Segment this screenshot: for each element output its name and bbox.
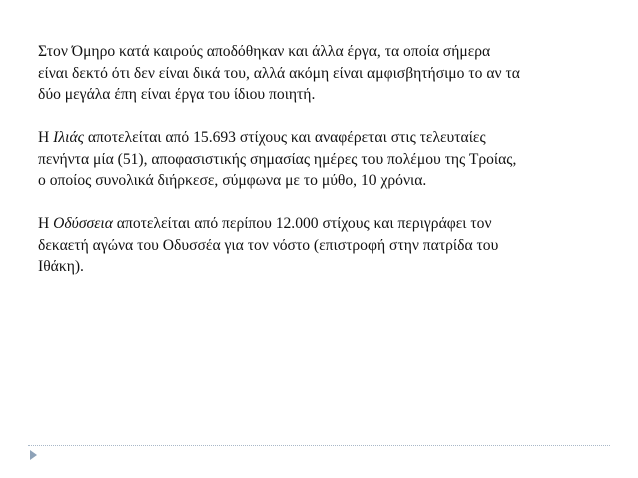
paragraph-iliad	[38, 127, 608, 192]
title-odyssey: Οδύσσεια	[53, 215, 113, 232]
text-line: δύο μεγάλα έπη είναι έργα του ίδιου ποιητή.	[38, 86, 316, 103]
text-line: Στον Όμηρο κατά καιρούς αποδόθηκαν και άλλα έργα, τα οποία σήμερα	[38, 43, 491, 60]
text-line	[38, 127, 608, 149]
paragraph-odyssey	[38, 213, 608, 278]
text-fragment: αποτελείται από περίπου 12.000 στίχους και περιγράφει τον	[112, 215, 492, 232]
text-line: πενήντα μία (51), αποφασιστικής σημασίας ημέρες του πολέμου της Τροίας,	[38, 150, 517, 168]
text-fragment: αποτελείται από 15.693 στίχους και αναφέρεται στις τελευταίες	[83, 129, 486, 146]
slide-body	[38, 41, 608, 299]
paragraph-homer-works	[38, 41, 608, 106]
text-line: είναι δεκτό ότι δεν είναι δικά του, αλλά ακόμη είναι αμφισβητήσιμο το αν τα	[38, 64, 520, 82]
triangle-right-icon	[30, 450, 37, 460]
text-line	[38, 213, 608, 235]
title-iliad: Ιλιάς	[53, 129, 84, 146]
footer-divider	[28, 445, 610, 446]
article-prefix: Η	[38, 129, 54, 146]
text-line: ο οποίος συνολικά διήρκεσε, σύμφωνα με το μύθο, 10 χρόνια.	[38, 172, 427, 189]
text-line: Ιθάκη).	[38, 258, 84, 275]
text-line: δεκαετή αγώνα του Οδυσσέα για τον νόστο (επιστροφή στην πατρίδα του	[38, 236, 499, 254]
article-prefix: Η	[38, 215, 54, 232]
